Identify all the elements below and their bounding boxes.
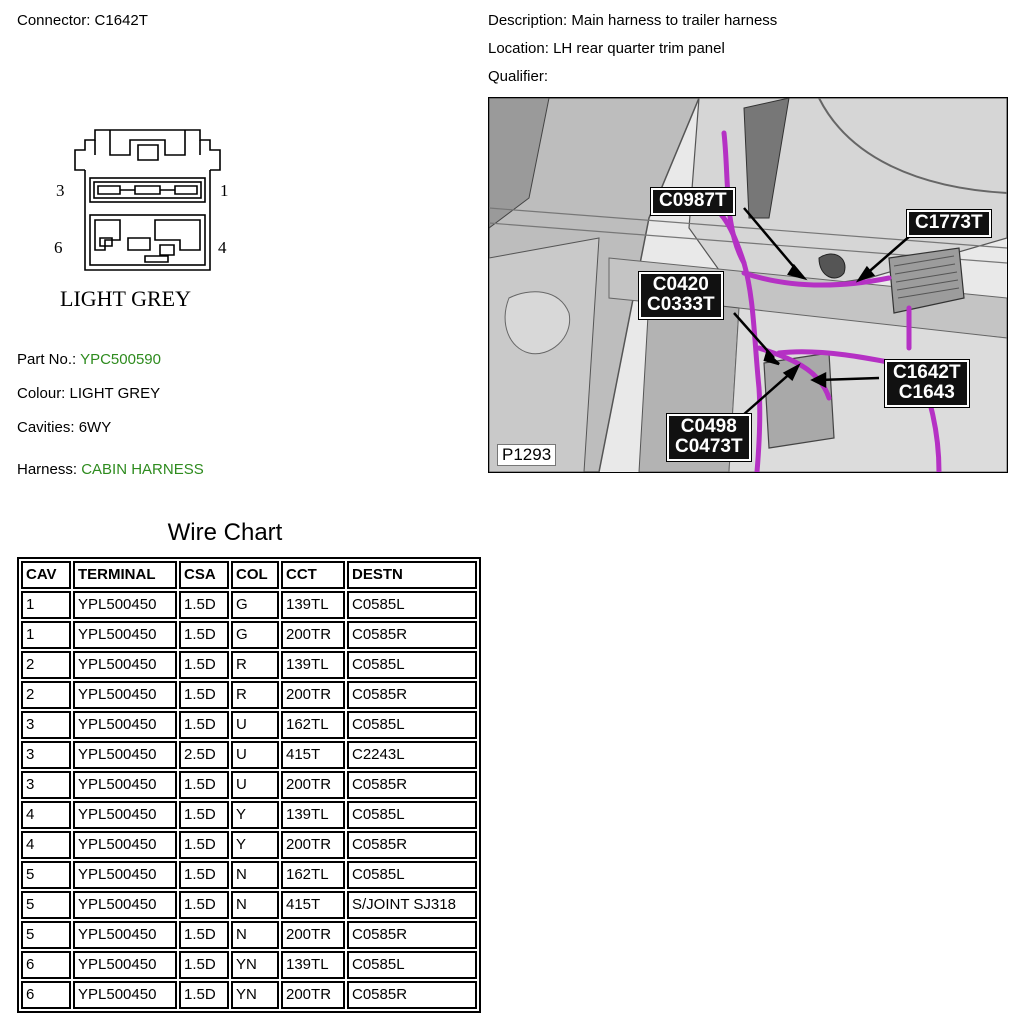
table-cell: 1.5D bbox=[179, 831, 229, 859]
table-cell: 1.5D bbox=[179, 861, 229, 889]
table-row bbox=[21, 921, 477, 949]
table-cell: 200TR bbox=[281, 981, 345, 1009]
table-row bbox=[21, 951, 477, 979]
table-cell: 5 bbox=[21, 891, 71, 919]
table-cell: C2243L bbox=[347, 741, 477, 769]
wire-chart-table bbox=[17, 557, 481, 1013]
description-value: Main harness to trailer harness bbox=[571, 12, 778, 29]
table-cell: YPL500450 bbox=[73, 921, 177, 949]
connector-drawing bbox=[50, 120, 250, 320]
table-cell: 1.5D bbox=[179, 891, 229, 919]
table-row bbox=[21, 801, 477, 829]
table-cell: 2 bbox=[21, 681, 71, 709]
callout-line: C0987T bbox=[659, 190, 727, 211]
table-cell: G bbox=[231, 591, 279, 619]
table-cell: YPL500450 bbox=[73, 951, 177, 979]
table-cell: 200TR bbox=[281, 621, 345, 649]
table-cell: YN bbox=[231, 951, 279, 979]
table-row bbox=[21, 741, 477, 769]
qualifier-label: Qualifier: bbox=[488, 68, 549, 85]
location-field bbox=[488, 40, 725, 58]
table-cell: YPL500450 bbox=[73, 741, 177, 769]
column-header: CSA bbox=[179, 561, 229, 589]
part-number-field bbox=[17, 351, 161, 369]
table-cell: C0585R bbox=[347, 621, 477, 649]
table-cell: 162TL bbox=[281, 861, 345, 889]
table-cell: 1.5D bbox=[179, 711, 229, 739]
connector-face-diagram bbox=[50, 120, 250, 325]
table-cell: YPL500450 bbox=[73, 651, 177, 679]
wire-chart-header-row bbox=[21, 561, 477, 589]
callout-line: C0333T bbox=[647, 294, 715, 315]
callout-line: C0420 bbox=[652, 274, 709, 295]
table-row bbox=[21, 771, 477, 799]
table-cell: 139TL bbox=[281, 651, 345, 679]
harness-field bbox=[17, 461, 204, 479]
location-illustration bbox=[488, 97, 1008, 473]
table-cell: 2 bbox=[21, 651, 71, 679]
column-header: COL bbox=[231, 561, 279, 589]
connector-value: C1642T bbox=[94, 12, 148, 29]
table-cell: U bbox=[231, 711, 279, 739]
table-cell: C0585L bbox=[347, 591, 477, 619]
table-cell: C0585L bbox=[347, 711, 477, 739]
cavities-label: Cavities: bbox=[17, 419, 75, 436]
table-cell: YPL500450 bbox=[73, 831, 177, 859]
table-cell: 2.5D bbox=[179, 741, 229, 769]
harness-link[interactable]: CABIN HARNESS bbox=[81, 461, 204, 478]
table-row bbox=[21, 831, 477, 859]
pin-label-4: 4 bbox=[218, 238, 227, 257]
table-cell: N bbox=[231, 891, 279, 919]
table-cell: 1.5D bbox=[179, 681, 229, 709]
table-cell: 4 bbox=[21, 801, 71, 829]
pin-label-3: 3 bbox=[56, 181, 65, 200]
table-row bbox=[21, 981, 477, 1009]
callout-c0420-c0333t bbox=[639, 272, 723, 319]
description-field bbox=[488, 12, 777, 30]
cavities-value: 6WY bbox=[78, 419, 112, 436]
table-row bbox=[21, 891, 477, 919]
callout-line: C0473T bbox=[675, 436, 743, 457]
table-cell: YPL500450 bbox=[73, 861, 177, 889]
table-cell: 1.5D bbox=[179, 591, 229, 619]
table-cell: C0585L bbox=[347, 951, 477, 979]
table-row bbox=[21, 591, 477, 619]
callout-c0987t bbox=[651, 188, 735, 215]
table-cell: YPL500450 bbox=[73, 771, 177, 799]
table-cell: YPL500450 bbox=[73, 621, 177, 649]
callout-c0498-c0473t bbox=[667, 414, 751, 461]
part-number-label: Part No.: bbox=[17, 351, 77, 368]
table-cell: U bbox=[231, 771, 279, 799]
table-cell: 5 bbox=[21, 921, 71, 949]
qualifier-field bbox=[488, 68, 548, 86]
table-cell: G bbox=[231, 621, 279, 649]
table-cell: C0585L bbox=[347, 861, 477, 889]
table-cell: 1 bbox=[21, 621, 71, 649]
table-row bbox=[21, 681, 477, 709]
harness-label: Harness: bbox=[17, 461, 78, 478]
table-cell: YPL500450 bbox=[73, 891, 177, 919]
table-cell: N bbox=[231, 861, 279, 889]
table-cell: 139TL bbox=[281, 951, 345, 979]
table-cell: 139TL bbox=[281, 801, 345, 829]
table-cell: C0585R bbox=[347, 921, 477, 949]
table-cell: 5 bbox=[21, 861, 71, 889]
callout-c1773t bbox=[907, 210, 991, 237]
table-cell: 200TR bbox=[281, 921, 345, 949]
table-cell: 1.5D bbox=[179, 621, 229, 649]
table-cell: 415T bbox=[281, 741, 345, 769]
part-number-link[interactable]: YPC500590 bbox=[80, 351, 161, 368]
description-label: Description: bbox=[488, 12, 568, 29]
location-label: Location: bbox=[488, 40, 549, 57]
table-row bbox=[21, 651, 477, 679]
table-cell: C0585R bbox=[347, 981, 477, 1009]
table-cell: C0585R bbox=[347, 771, 477, 799]
table-cell: C0585R bbox=[347, 681, 477, 709]
table-cell: 3 bbox=[21, 711, 71, 739]
table-cell: 200TR bbox=[281, 771, 345, 799]
table-cell: 1.5D bbox=[179, 921, 229, 949]
table-cell: S/JOINT SJ318 bbox=[347, 891, 477, 919]
colour-value: LIGHT GREY bbox=[69, 385, 161, 402]
table-cell: 200TR bbox=[281, 681, 345, 709]
table-cell: C0585L bbox=[347, 651, 477, 679]
table-cell: N bbox=[231, 921, 279, 949]
table-cell: 1.5D bbox=[179, 981, 229, 1009]
table-cell: C0585R bbox=[347, 831, 477, 859]
table-cell: Y bbox=[231, 801, 279, 829]
table-cell: R bbox=[231, 651, 279, 679]
column-header: TERMINAL bbox=[73, 561, 177, 589]
pin-label-1: 1 bbox=[220, 181, 229, 200]
table-cell: 1.5D bbox=[179, 801, 229, 829]
colour-field bbox=[17, 385, 160, 403]
connector-colour-caption: LIGHT GREY bbox=[60, 286, 191, 311]
colour-label: Colour: bbox=[17, 385, 66, 402]
table-cell: C0585L bbox=[347, 801, 477, 829]
column-header: CAV bbox=[21, 561, 71, 589]
table-cell: 415T bbox=[281, 891, 345, 919]
table-cell: R bbox=[231, 681, 279, 709]
callout-c1642t-c1643 bbox=[885, 360, 969, 407]
table-cell: Y bbox=[231, 831, 279, 859]
callout-line: C1643 bbox=[898, 382, 955, 403]
wire-chart-title: Wire Chart bbox=[167, 519, 283, 546]
table-cell: YN bbox=[231, 981, 279, 1009]
table-cell: 1.5D bbox=[179, 651, 229, 679]
connector-field bbox=[17, 12, 148, 30]
table-row bbox=[21, 711, 477, 739]
table-cell: YPL500450 bbox=[73, 981, 177, 1009]
table-cell: 1 bbox=[21, 591, 71, 619]
table-cell: U bbox=[231, 741, 279, 769]
connector-label: Connector: bbox=[17, 12, 91, 29]
table-cell: YPL500450 bbox=[73, 711, 177, 739]
table-cell: 4 bbox=[21, 831, 71, 859]
callout-line: C1642T bbox=[893, 362, 961, 383]
table-cell: 1.5D bbox=[179, 951, 229, 979]
table-row bbox=[21, 861, 477, 889]
table-cell: 1.5D bbox=[179, 771, 229, 799]
table-cell: YPL500450 bbox=[73, 591, 177, 619]
callout-line: C0498 bbox=[680, 416, 737, 437]
table-cell: 6 bbox=[21, 951, 71, 979]
pin-label-6: 6 bbox=[54, 238, 63, 257]
table-cell: YPL500450 bbox=[73, 681, 177, 709]
figure-plate-number: P1293 bbox=[497, 444, 556, 466]
column-header: DESTN bbox=[347, 561, 477, 589]
cavities-field bbox=[17, 419, 111, 437]
table-cell: 200TR bbox=[281, 831, 345, 859]
table-cell: 3 bbox=[21, 741, 71, 769]
table-cell: 162TL bbox=[281, 711, 345, 739]
table-cell: 3 bbox=[21, 771, 71, 799]
table-cell: 139TL bbox=[281, 591, 345, 619]
location-value: LH rear quarter trim panel bbox=[553, 40, 725, 57]
table-cell: YPL500450 bbox=[73, 801, 177, 829]
table-row bbox=[21, 621, 477, 649]
table-cell: 6 bbox=[21, 981, 71, 1009]
column-header: CCT bbox=[281, 561, 345, 589]
callout-line: C1773T bbox=[915, 212, 983, 233]
wire-chart-body bbox=[21, 591, 477, 1009]
